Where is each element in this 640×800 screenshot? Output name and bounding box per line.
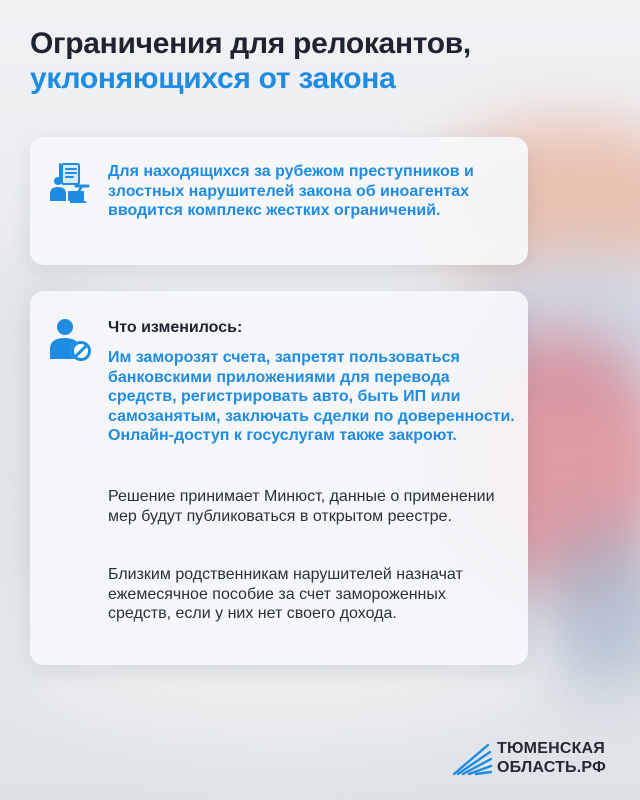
logo-line-2: ОБЛАСТЬ.РФ [497,759,606,776]
user-blocked-icon [48,317,94,363]
logo-rays-icon [452,742,492,776]
logo-text [497,739,606,777]
intro-text: Для находящихся за рубежом преступников и злостных нарушителей закона об иноагентах вводится комплекс жестких ограничений. [108,163,474,219]
region-logo [452,738,622,778]
changes-heading: Что изменилось: [108,319,243,336]
title-line-1: Ограничения для релокантов, [30,27,471,60]
lawyer-documents-icon [48,161,92,205]
title-line-2: уклоняющихся от закона [30,62,396,95]
page-title [30,26,471,96]
intro-card [30,137,528,265]
changes-card [30,291,528,665]
allowance-paragraph: Близким родственникам нарушителей назначат ежемесячное пособие за счет замороженных средств, если у них нет своего дохода. [108,566,463,622]
logo-line-1: ТЮМЕНСКАЯ [497,740,606,757]
changes-highlight-text: Им заморозят счета, запретят пользоваться банковскими приложениями для перевода средств, регистрировать авто, быть ИП или самозанятым, заключать сделки по доверенности. Онлайн-доступ к госуслугам также закроют. [108,349,515,444]
decision-paragraph: Решение принимает Минюст, данные о применении мер будут публиковаться в открытом реестре. [108,488,495,525]
